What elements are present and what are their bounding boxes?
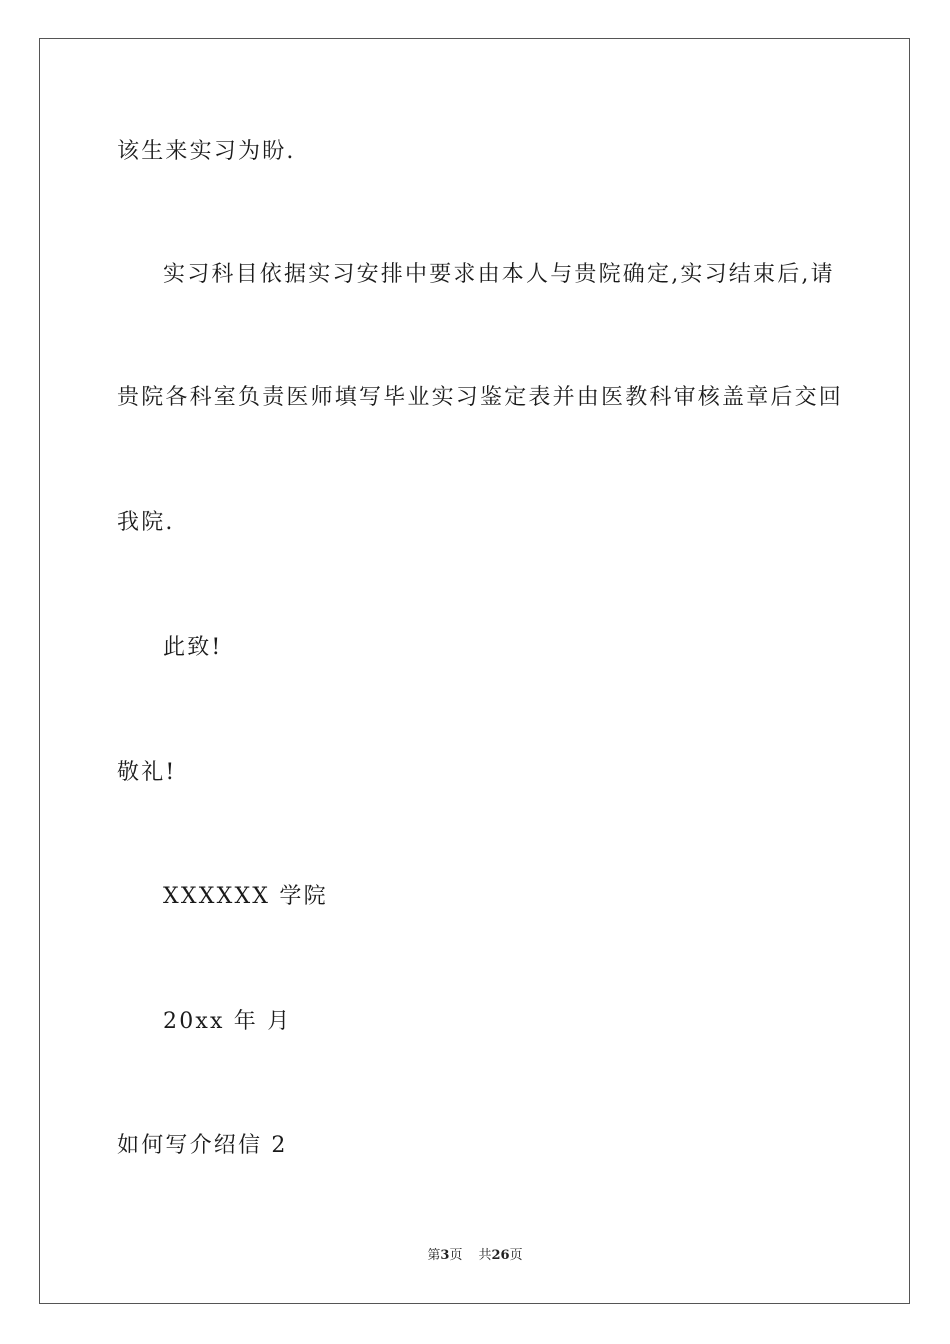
body-line-4: 我院. <box>117 510 175 535</box>
section-heading: 如何写介绍信 2 <box>117 1133 288 1158</box>
page-prefix: 第 <box>427 1248 441 1263</box>
page-footer <box>0 1247 950 1265</box>
body-line-3: 贵院各科室负责医师填写毕业实习鉴定表并由医教科审核盖章后交回 <box>117 385 844 410</box>
date-line: 20xx 年 月 <box>163 1009 292 1034</box>
page-suffix: 页 <box>449 1248 463 1263</box>
page-number: 3 <box>440 1248 450 1263</box>
total-pages: 26 <box>491 1248 510 1263</box>
sender-line: XXXXXX 学院 <box>163 884 328 909</box>
regards-line: 敬礼! <box>117 760 177 785</box>
total-suffix: 页 <box>509 1248 523 1263</box>
total-prefix: 共 <box>478 1248 492 1263</box>
salutation-line: 此致! <box>163 635 223 660</box>
page-frame <box>39 38 910 1304</box>
body-line-1: 该生来实习为盼. <box>117 139 296 164</box>
body-line-2: 实习科目依据实习安排中要求由本人与贵院确定,实习结束后,请 <box>163 262 835 287</box>
